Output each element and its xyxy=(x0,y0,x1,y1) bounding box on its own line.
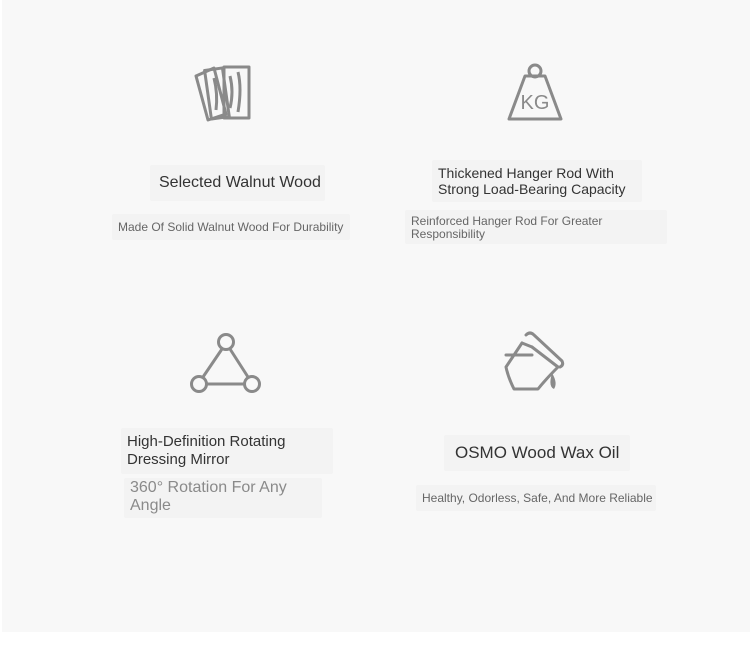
feature-title-mirror-line2: Dressing Mirror xyxy=(127,451,230,468)
feature-desc-hanger-line1: Reinforced Hanger Rod For Greater xyxy=(411,214,603,228)
kg-weight-icon xyxy=(505,62,565,122)
wood-planks-icon xyxy=(194,64,254,122)
svg-text:KG: KG xyxy=(520,92,550,114)
feature-title-hanger-line1: Thickened Hanger Rod With xyxy=(438,165,614,181)
feature-title-hanger-line2: Strong Load-Bearing Capacity xyxy=(438,181,626,197)
feature-title-walnut: Selected Walnut Wood xyxy=(159,174,321,191)
feature-desc-mirror-line2: Angle xyxy=(130,497,171,514)
feature-desc-hanger-line2: Responsibility xyxy=(411,227,486,241)
feature-desc-osmo: Healthy, Odorless, Safe, And More Reliable xyxy=(422,491,653,505)
feature-desc-walnut: Made Of Solid Walnut Wood For Durability xyxy=(118,220,344,234)
feature-desc-mirror-line1: 360° Rotation For Any xyxy=(130,479,287,496)
feature-title-osmo: OSMO Wood Wax Oil xyxy=(455,443,620,462)
paint-bucket-icon xyxy=(502,329,568,395)
features-panel xyxy=(2,0,750,632)
feature-title-mirror-line1: High-Definition Rotating xyxy=(127,433,286,450)
triangle-nodes-icon xyxy=(188,332,264,396)
